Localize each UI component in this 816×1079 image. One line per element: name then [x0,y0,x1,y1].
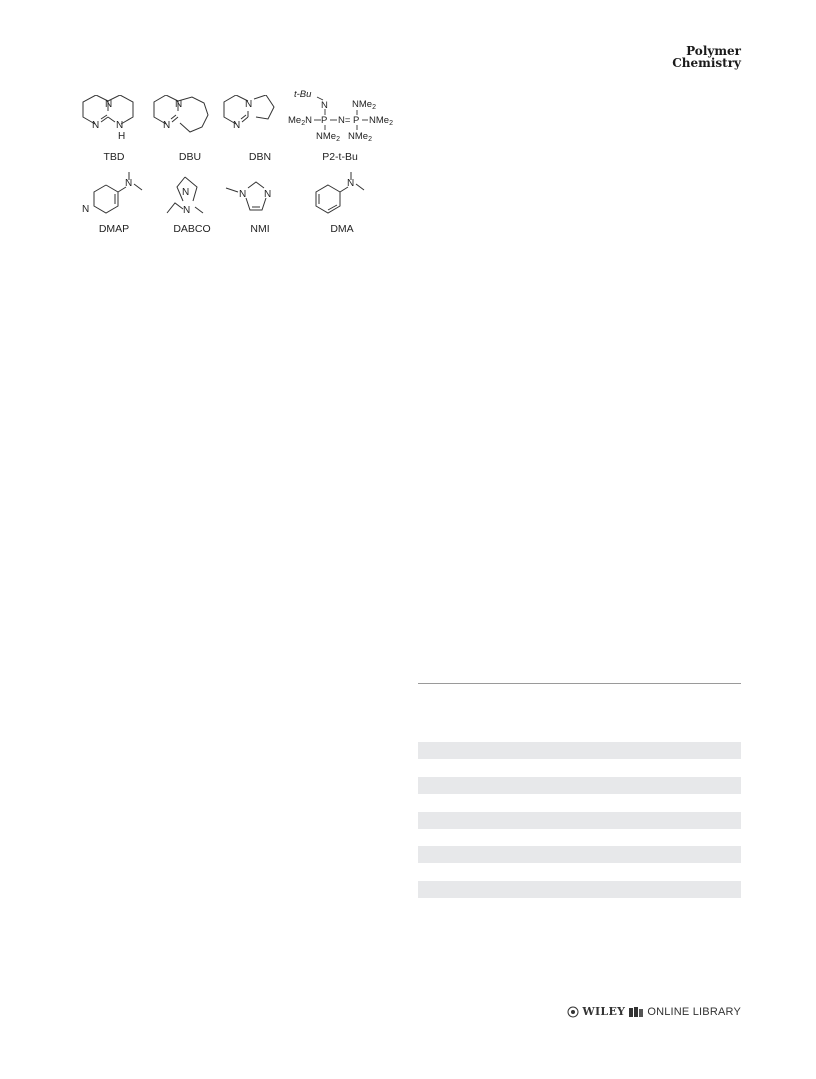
tbd-h: H [118,131,126,142]
table-row-band [418,742,741,759]
journal-title-line1: Polymer [686,44,741,58]
table-row-band [418,777,741,794]
library-name: ONLINE LIBRARY [647,1005,741,1018]
dma-label: DMA [330,223,354,235]
p2-nme2-bottom-left: NMe$_2$ [316,131,340,143]
journal-title-line2: Chemistry [672,56,741,70]
wiley-seal-icon [567,1006,579,1018]
dabco-n-top: N [182,187,190,198]
dbu-structure [150,95,230,151]
catalyst-scheme [70,85,400,245]
p2-me2n-left: $Me_2N$ [288,115,312,127]
table-row-band [418,846,741,863]
nmi-n-methyl: N [239,189,247,200]
p2-tbu-group: t-Bu [294,89,312,100]
p2-nme2-top: NMe$_2$ [352,99,376,111]
dbn-label: DBN [248,151,272,163]
dbn-n-top: N [245,99,253,110]
publisher-name: WILEY [582,1005,626,1018]
p2-n-bridge: N= [338,115,351,126]
p2tbu-structure [285,85,400,147]
nmi-n-ring: N [264,189,272,200]
table-block [418,683,741,903]
dabco-structure [155,173,227,221]
wiley-online-library-logo [567,1005,741,1018]
dma-structure [300,170,380,220]
p2-n-upper: N [321,100,328,111]
p2tbu-label: P2-t-Bu [322,151,358,163]
dbu-label: DBU [178,151,202,163]
dmap-n-amine: N [125,178,133,189]
dabco-n-bottom: N [183,205,191,216]
table-top-rule [418,683,741,684]
tbd-n-left: N [92,120,100,131]
nmi-structure [220,180,292,220]
dmap-structure [78,170,150,220]
nmi-label: NMI [250,223,270,235]
dabco-label: DABCO [173,223,211,235]
dbu-n-left: N [163,120,171,131]
dbu-n-top: N [175,99,183,110]
books-icon [628,1006,644,1018]
dbn-n-left: N [233,120,241,131]
table-row-band [418,881,741,898]
table-row-band [418,812,741,829]
p2-p-right: P [353,115,360,126]
tbd-label: TBD [103,151,125,163]
dmap-label: DMAP [98,223,130,235]
dma-n: N [347,178,355,189]
tbd-n-right: N [116,120,124,131]
journal-title [672,45,741,69]
dmap-n-ring: N [82,204,90,215]
tbd-structure [78,95,150,151]
dbn-structure [220,95,292,151]
p2-nme2-bottom-right: NMe$_2$ [348,131,372,143]
p2-nme2-right: NMe$_2$ [369,115,393,127]
p2-p-left: P [321,115,328,126]
tbd-n-top: N [105,99,113,110]
